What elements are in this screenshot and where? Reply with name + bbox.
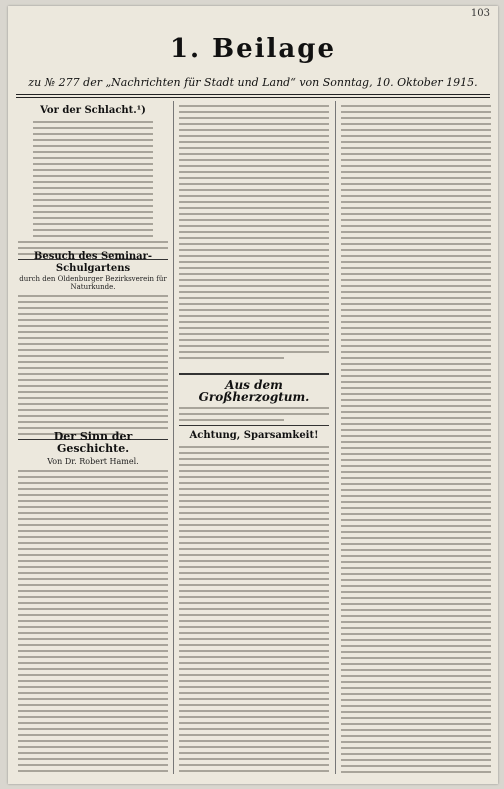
column-divider-1 [173, 101, 174, 774]
region-section-title: Aus dem Großherzogtum. [198, 378, 310, 404]
newspaper-page [8, 6, 498, 784]
column-divider-2 [335, 101, 336, 774]
region-block [179, 369, 329, 774]
essay-author: Von Dr. Robert Hamel. [47, 457, 139, 466]
assoc-subtitle: durch den Oldenburger Bezirksverein für Naturkunde. [19, 275, 167, 291]
essay-block [18, 431, 168, 774]
poem-title: Vor der Schlacht.¹) [40, 105, 146, 116]
essay-title: Der Sinn der Geschichte. [53, 430, 133, 455]
page-number: 103 [470, 8, 490, 19]
supplement-subtitle: zu № 277 der „Nachrichten für Stadt und Land“ von Sonntag, 10. Oktober 1915. [28, 76, 478, 89]
column-1 [18, 101, 168, 774]
assoc-title: Besuch des Seminar-Schulgartens [33, 251, 153, 274]
column-2 [179, 101, 329, 774]
notice-title: Achtung, Sparsamkeit! [189, 430, 319, 441]
col3-text [341, 105, 491, 774]
col2-upper-text [179, 105, 329, 363]
header-rule [16, 94, 490, 95]
header-rule-double [16, 97, 490, 98]
poem-block [18, 105, 168, 264]
column-3 [341, 101, 491, 774]
supplement-title: 1. Beilage [169, 34, 337, 64]
assoc-block [18, 251, 168, 444]
